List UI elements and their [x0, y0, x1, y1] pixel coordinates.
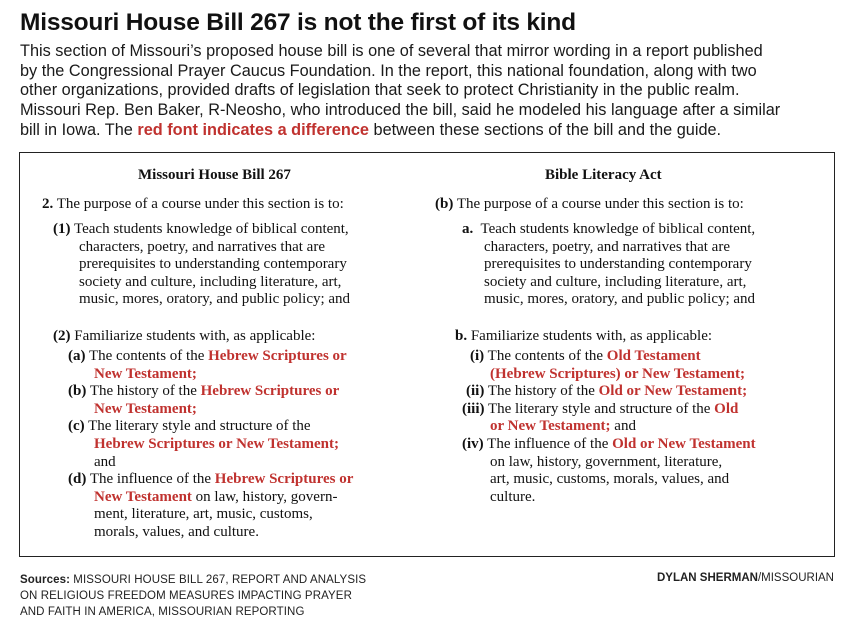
sources-line: ON RELIGIOUS FREEDOM MEASURES IMPACTING PRAYER [20, 590, 352, 602]
difference-text: New Testament; [94, 400, 197, 417]
item-d-line2 [94, 489, 337, 507]
intro-line: Missouri Rep. Ben Baker, R-Neosho, who introduced the bill, said he modeled his language after a similar [20, 101, 781, 120]
item-text: The influence of the [89, 471, 215, 488]
item-label: (c) [68, 418, 85, 435]
item-label: (ii) [466, 383, 485, 400]
sources-line: AND FAITH IN AMERICA, MISSOURIAN REPORTING [20, 606, 305, 618]
item-ii [466, 383, 747, 401]
item-d [68, 471, 353, 489]
difference-text: Hebrew Scriptures or New Testament; [94, 436, 339, 452]
item-label: (d) [68, 471, 87, 488]
difference-text: Hebrew Scriptures or [200, 383, 340, 400]
clause-text: characters, poetry, and narratives that are [79, 238, 325, 255]
difference-text: Hebrew Scriptures or [214, 471, 354, 488]
difference-text: or New Testament; [490, 418, 611, 435]
headline: Missouri House Bill 267 is not the first of its kind [20, 9, 576, 36]
intro-text: bill in Iowa. The [20, 120, 138, 139]
intro-line [20, 121, 850, 141]
section-label: 2. [42, 196, 54, 212]
item-text: culture. [490, 488, 536, 505]
difference-text: Old [714, 400, 739, 417]
section-label: (b) [435, 196, 454, 212]
difference-text: Hebrew Scriptures or [208, 348, 347, 364]
item-label: (iii) [462, 400, 485, 417]
item-text: The contents of the [88, 348, 209, 364]
item-text: The literary style and structure of the [88, 418, 311, 435]
comparison-box [19, 152, 835, 557]
clause-text: Teach students knowledge of biblical content, [73, 221, 349, 237]
clause-text: Familiarize students with, as applicable: [470, 328, 713, 344]
difference-text: Old or New Testament [612, 436, 756, 452]
red-font-legend: red font indicates a difference [137, 120, 369, 139]
credit-name: DYLAN SHERMAN [657, 572, 758, 584]
item-text: art, music, customs, morals, values, and [490, 471, 730, 488]
clause-1 [53, 221, 349, 239]
item-label: (i) [470, 348, 485, 364]
intro-text: between these sections of the bill and the guide. [368, 120, 722, 139]
sources-note [20, 572, 366, 620]
item-iii-line2 [490, 418, 636, 436]
clause-2 [53, 328, 315, 346]
sources-line [20, 572, 366, 588]
clause-b [455, 328, 712, 346]
item-text: The literary style and structure of the [487, 400, 715, 417]
clause-text: Familiarize students with, as applicable: [74, 328, 316, 344]
item-a [68, 348, 347, 366]
item-label: (a) [68, 348, 86, 364]
credit-org: /MISSOURIAN [757, 572, 834, 584]
item-iv [462, 436, 756, 454]
clause-text: music, mores, oratory, and public policy; and [484, 291, 756, 308]
difference-text: (Hebrew Scriptures) or New Testament; [490, 365, 745, 382]
clause-text: prerequisites to understanding contemporary [79, 256, 347, 273]
clause-text: society and culture, including literature, art, [79, 273, 342, 290]
section-text: The purpose of a course under this section is to: [456, 196, 744, 212]
clause-text: characters, poetry, and narratives that are [484, 238, 730, 255]
section-2 [42, 196, 344, 214]
intro-line: This section of Missouri’s proposed house bill is one of several that mirror wording in a report published [20, 42, 763, 60]
clause-text: society and culture, including literature, art, [484, 273, 747, 290]
item-b [68, 383, 339, 401]
clause-text: music, mores, oratory, and public policy; and [79, 291, 351, 308]
section-b [435, 196, 744, 214]
intro-line: other organizations, provided drafts of legislation that seek to protect Christianity in the public realm. [20, 81, 740, 100]
item-text: ment, literature, art, music, customs, [94, 506, 313, 523]
item-label: (iv) [462, 436, 484, 452]
clause-text: prerequisites to understanding contemporary [484, 256, 752, 273]
clause-label: a. [462, 221, 474, 237]
clause-label: b. [455, 328, 468, 344]
item-text: The influence of the [487, 436, 613, 452]
graphic-credit [657, 572, 834, 584]
column-title: Bible Literacy Act [545, 167, 662, 183]
item-text: on law, history, government, literature, [490, 453, 723, 470]
item-text: The history of the [487, 383, 599, 400]
difference-text: New Testament; [94, 365, 197, 382]
clause-label: (1) [53, 221, 71, 237]
item-text: The history of the [89, 383, 201, 400]
sources-label: Sources: [20, 574, 71, 586]
clause-text: Teach students knowledge of biblical content, [480, 221, 756, 237]
sources-text: MISSOURI HOUSE BILL 267, REPORT AND ANALYSIS [70, 574, 367, 586]
intro-paragraph [20, 42, 850, 141]
item-text: on law, history, govern- [191, 488, 338, 505]
clause-label: (2) [53, 328, 71, 344]
item-label: (b) [68, 383, 87, 400]
item-iii [462, 401, 738, 419]
difference-text: New Testament [94, 488, 192, 505]
difference-text: Old or New Testament; [598, 383, 748, 400]
item-text: morals, values, and culture. [94, 524, 259, 540]
section-text: The purpose of a course under this section is to: [56, 196, 344, 212]
intro-line: by the Congressional Prayer Caucus Foundation. In the report, this national foundation, along with two [20, 61, 757, 80]
difference-text: Old Testament [606, 348, 701, 364]
item-text: and [610, 418, 636, 435]
item-c [68, 418, 311, 436]
clause-a [462, 221, 755, 239]
item-text: and [94, 453, 116, 470]
item-i [470, 348, 701, 366]
item-text: The contents of the [487, 348, 607, 364]
column-title: Missouri House Bill 267 [138, 167, 291, 183]
